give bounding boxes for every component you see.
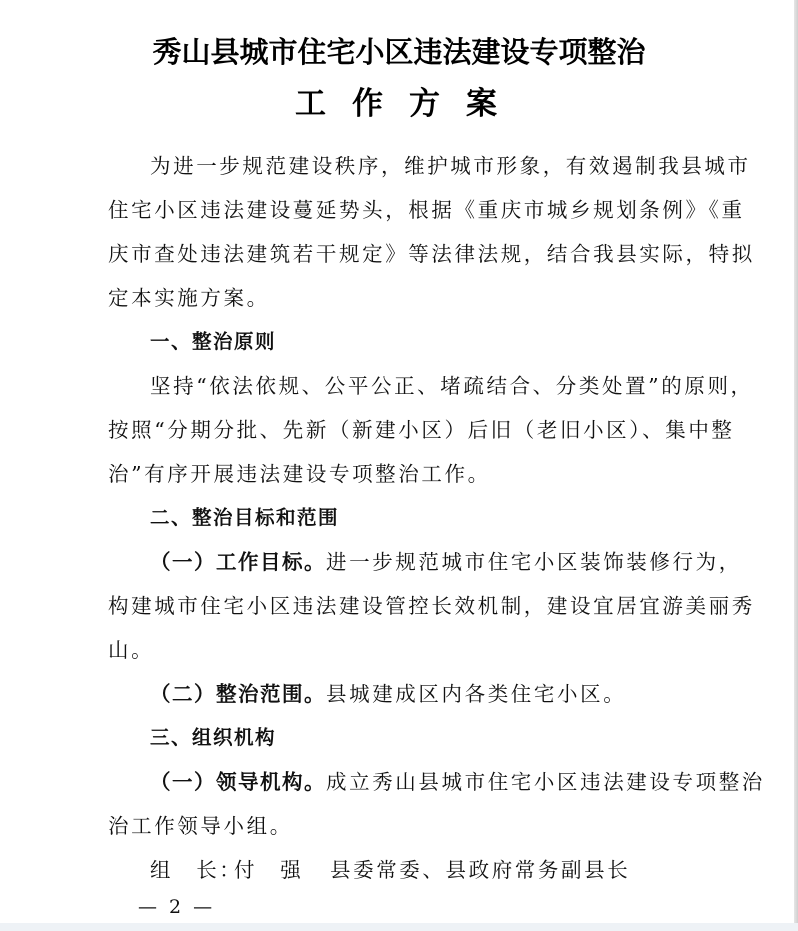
section-heading-goals: 二、整治目标和范围 — [150, 506, 340, 529]
principles-line-2: 按照“分期分批、先新（新建小区）后旧（老旧小区）、集中整 — [108, 418, 735, 442]
roster-label: 组 长： — [150, 858, 243, 882]
bottom-strip — [0, 923, 798, 931]
section-heading-principles: 一、整治原则 — [150, 330, 277, 353]
principles-line-3: 治”有序开展违法建设专项整治工作。 — [108, 462, 491, 486]
goal-lead: （一）工作目标。 — [150, 550, 326, 574]
scope-text: 县城建成区内各类住宅小区。 — [326, 682, 627, 706]
principles-line-1: 坚持“依法依规、公平公正、堵疏结合、分类处置”的原则， — [150, 374, 754, 398]
goal-text: 进一步规范城市住宅小区装饰装修行为， — [326, 550, 742, 574]
goal-paragraph-line-1 — [150, 548, 742, 576]
leadership-lead: （一）领导机构。 — [150, 770, 326, 794]
goal-line-3: 山。 — [108, 638, 155, 662]
intro-line-2: 住宅小区违法建设蔓延势头，根据《重庆市城乡规划条例》《重 — [108, 198, 745, 222]
scope-paragraph — [150, 680, 698, 708]
page-number: — 2 — — [138, 896, 216, 918]
leadership-line-2: 治工作领导小组。 — [108, 814, 293, 838]
section-heading-organization: 三、组织机构 — [150, 726, 277, 749]
scope-lead: （二）整治范围。 — [150, 682, 326, 706]
page-edge — [794, 0, 798, 931]
intro-line-3: 庆市查处违法建筑若干规定》等法律法规，结合我县实际，特拟 — [108, 242, 755, 266]
leadership-paragraph-line-1 — [150, 768, 765, 796]
roster-name: 付 强 — [234, 858, 304, 882]
document-subtitle: 工作方案 — [295, 86, 523, 122]
intro-line-4: 定本实施方案。 — [108, 286, 270, 310]
leadership-text: 成立秀山县城市住宅小区违法建设专项整治 — [326, 770, 765, 794]
document-title: 秀山县城市住宅小区违法建设专项整治 — [152, 35, 646, 69]
goal-line-2: 构建城市住宅小区违法建设管控长效机制，建设宜居宜游美丽秀 — [108, 594, 755, 618]
roster-row-leader — [150, 856, 698, 884]
roster-role: 县委常委、县政府常务副县长 — [330, 858, 631, 882]
intro-line-1: 为进一步规范建设秩序，维护城市形象，有效遏制我县城市 — [150, 154, 751, 178]
